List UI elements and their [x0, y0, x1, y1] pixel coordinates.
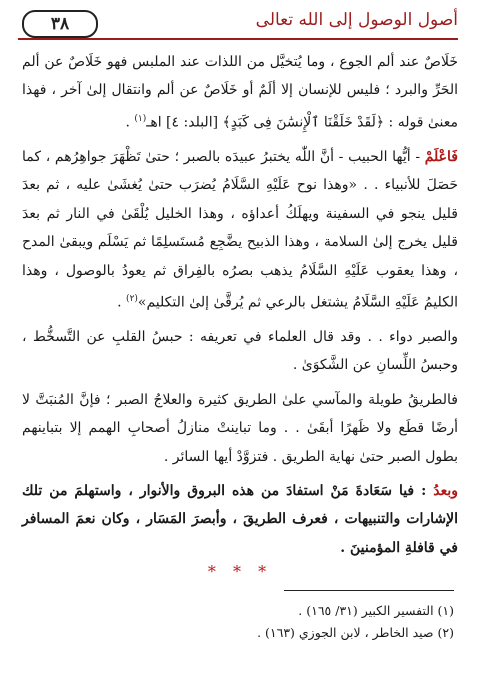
body-text	[22, 48, 458, 568]
section-separator: * * *	[207, 562, 273, 581]
footnote-rule	[284, 590, 454, 591]
footnote-2: (٢) صيد الخاطر ، لابن الجوزي (١٦٣) .	[257, 625, 454, 640]
header-rule	[18, 38, 458, 40]
footnote-ref: (١)	[134, 113, 147, 124]
footnote-ref: (٢)	[126, 293, 138, 304]
highlighted-word: فَاعْلَمْ	[424, 148, 458, 165]
paragraph	[22, 143, 458, 317]
page-header	[18, 8, 458, 42]
text-segment: والصبر دواء . . وقد قال العلماء في تعريفه : حبسُ القلبِ عن التَّسخُّط ، وحبسُ اللِّسانِ عن الشَّكوَىٰ .	[22, 328, 458, 374]
highlighted-word: وبعدُ	[433, 483, 458, 499]
paragraph	[22, 323, 458, 380]
text-segment: خَلَاصٌ عند ألم الجوع ، وما يُتخيَّل من اللذات عند الملبس فهو خَلَاصٌ عن ألم الحَرِّ والبرد ؛ فليس للإنسان إلا ألَمٌ أو خَلَاصٌ عن ألم وانتقال إلىٰ آخر ، فهذا معنىٰ قوله : ﴿لَقَدْ خَلَقْنَا ٱلْإِنسَٰنَ فِى كَبَدٍ﴾ [البلد: ٤] اهـ	[22, 54, 458, 131]
paragraph	[22, 386, 458, 471]
text-segment: .	[125, 114, 135, 131]
paragraph	[22, 48, 458, 137]
running-title: أصول الوصول إلى الله تعالى	[255, 10, 458, 30]
text-segment: فالطريقُ طويلة والمآسي علىٰ الطريق كثيرة والعلاجُ الصبر ؛ فإنَّ المُنبَتَّ لا أرضًا قطَع ولا ظَهرًا أبقَىٰ . . وما تباينتْ منازلُ أصحابِ الهمم إلا بتباينهم بطول الصبر حتىٰ نهاية الطريق . فتزوَّدْ أيها السائر .	[22, 391, 458, 465]
text-segment: .	[117, 294, 127, 311]
footnotes	[26, 600, 454, 644]
paragraph	[22, 477, 458, 562]
text-segment: - أيُّها الحبيب - أنَّ اللّٰه يختبرُ عبيدَه بالصبر ؛ حتىٰ تَظْهَرَ جواهِرُهم ، كما حَصَلَ للأنبياء . . «وهذا نوح عَلَيْهِ السَّلَامُ يُضرَب حتىٰ يُغشَىٰ عليه ، ثم بعدَ قليل ينجو في السفينة ويهلَكُ أعداؤه ، وهذا الخليل يُلْقَىٰ في النار ثم بعدَ قليل يخرج إلىٰ السلامة ، وهذا الذبيح يضَّجِع مُستَسلِمًا ثم يَسْلَم ويبقىٰ المدح ، وهذا يعقوب عَلَيْهِ السَّلَامُ يذهب بصرُه بالفِراق ثم يعودُ بالوصول ، وهذا الكليمُ عَلَيْهِ السَّلَامُ يشتغل بالرعي ثم يُرقَّىٰ إلىٰ التكليم»	[22, 148, 458, 311]
text-segment: : فيا سَعَادةَ مَنْ استفادَ من هذه البروق والأنوار ، واستهلمَ من تلك الإشارات والتنبيهات ، فعرف الطريقَ ، وأبصرَ المَسَار ، وكان نعمَ المسافر في قافلةِ المؤمنينَ .	[22, 483, 458, 556]
page-number: ٣٨	[22, 10, 98, 38]
footnote-1: (١) التفسير الكبير (٣١/ ١٦٥) .	[298, 603, 454, 618]
